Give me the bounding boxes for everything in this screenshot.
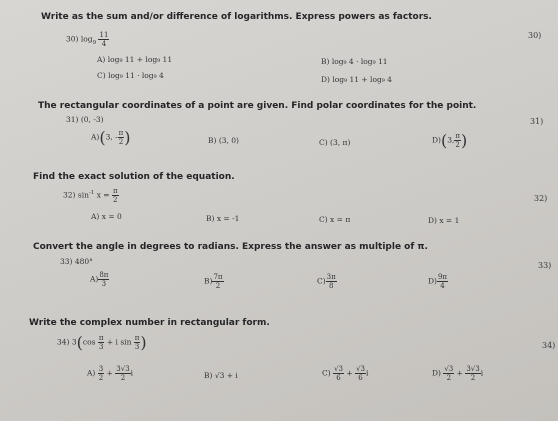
choice-32-c[interactable]: C) x = π — [319, 215, 351, 224]
choice-30-a[interactable]: A) log₉ 11 + log₉ 11 — [97, 55, 173, 64]
choice-33-a[interactable]: A) $\frac{8\pi}{3}$ — [90, 271, 109, 288]
side-number-33: 33) — [538, 261, 552, 270]
choice-33-b[interactable]: B) $\frac{7\pi}{2}$ — [204, 273, 223, 290]
choice-34-b[interactable]: B) √3 + i — [204, 371, 238, 380]
choice-33-d[interactable]: D) $\frac{9\pi}{4}$ — [428, 273, 448, 290]
directions-log: Write as the sum and/or difference of logarithms. Express powers as factors. — [41, 12, 432, 22]
choice-34-d[interactable]: D) $\frac{√3}{2}$ + $\frac{3√3}{2}$ i — [432, 365, 484, 382]
side-number-34: 34) — [542, 341, 556, 350]
directions-complex: Write the complex number in rectangular form. — [29, 318, 270, 328]
choice-32-a[interactable]: A) x = 0 — [91, 212, 122, 221]
directions-inverse-trig: Find the exact solution of the equation. — [33, 172, 235, 182]
side-number-30: 30) — [528, 31, 542, 40]
question-34: 34) 3(cos $\frac{\pi}{3}$ + i sin $\frac{\pi}{3}$ ) — [57, 333, 147, 352]
side-number-32: 32) — [534, 194, 548, 203]
choice-30-b[interactable]: B) log₉ 4 · log₉ 11 — [321, 57, 388, 66]
question-30 — [66, 31, 109, 48]
choice-34-c[interactable]: C) $\frac{√3}{6}$ + $\frac{√3}{6}$ i — [322, 365, 369, 382]
choice-34-a[interactable]: A) $\frac{3}{2}$ + $\frac{3√3}{2}$ i — [87, 365, 134, 382]
choice-30-c[interactable]: C) log₉ 11 · log₉ 4 — [97, 71, 164, 80]
directions-radians: Convert the angle in degrees to radians. Express the answer as multiple of π. — [33, 242, 428, 252]
question-32: 32) $\sin^{-1} x$ = $\frac{\pi}{2}$ — [63, 187, 118, 204]
choice-32-b[interactable]: B) x = -1 — [206, 214, 240, 223]
question-33: 33) 480° — [60, 257, 93, 266]
choice-31-d[interactable]: D)(3, $\frac{\pi}{2}$ ) — [432, 131, 468, 150]
question-30-log: log — [80, 34, 93, 44]
choice-31-b[interactable]: B) (3, 0) — [208, 136, 239, 145]
choice-31-a[interactable]: A)(3, - $\frac{\pi}{2}$ ) — [91, 128, 131, 147]
question-30-base: 9 — [92, 40, 97, 46]
side-number-31: 31) — [530, 117, 544, 126]
question-30-fraction: $\frac{11}{4}$ — [99, 31, 109, 48]
question-31: 31) (0, -3) — [66, 115, 104, 124]
choice-30-d[interactable]: D) log₉ 11 + log₉ 4 — [321, 75, 392, 84]
choice-31-c[interactable]: C) (3, π) — [319, 138, 351, 147]
choice-33-c[interactable]: C) $\frac{3\pi}{8}$ — [317, 273, 336, 290]
choice-32-d[interactable]: D) x = 1 — [428, 216, 460, 225]
directions-polar: The rectangular coordinates of a point are given. Find polar coordinates for the point. — [38, 101, 477, 111]
question-30-number: 30) — [66, 34, 79, 44]
